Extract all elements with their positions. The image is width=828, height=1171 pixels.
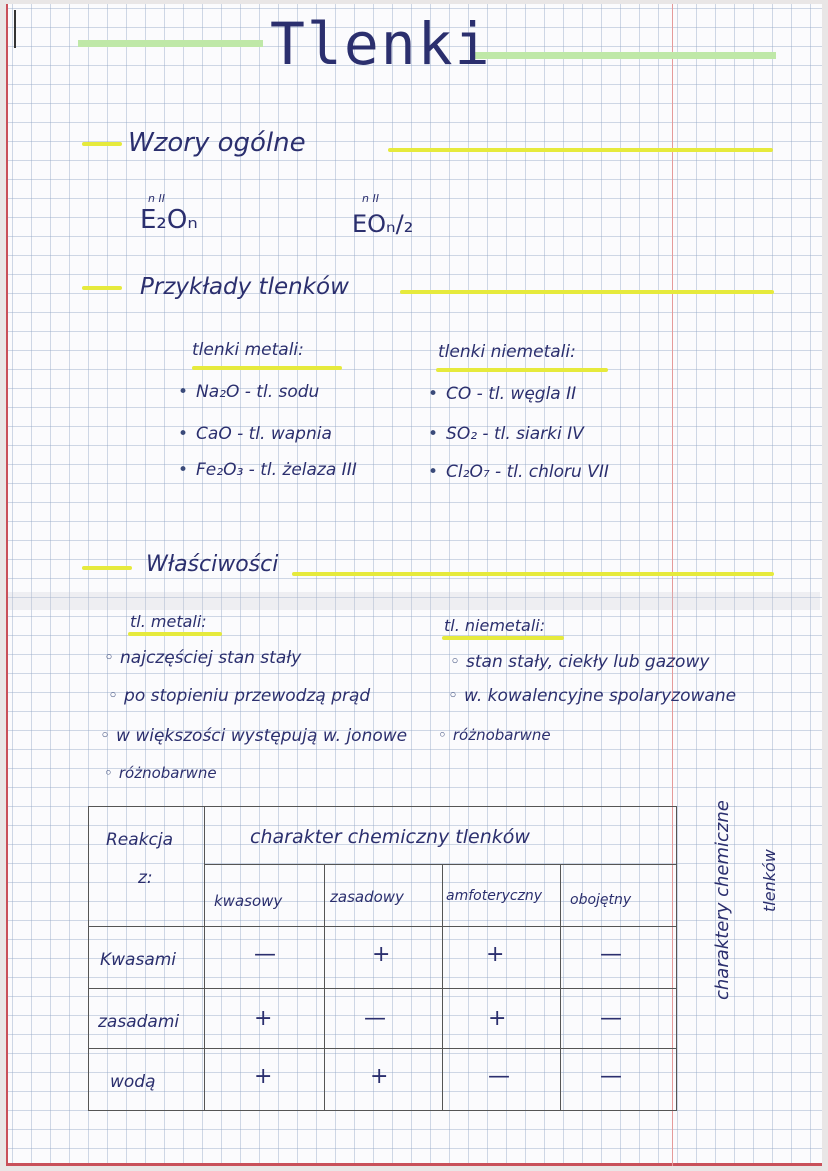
table-border [676, 806, 677, 1111]
general-formula-2: EOₙ/₂ [352, 210, 414, 238]
column-header: amfoteryczny [446, 888, 543, 904]
table-divider [88, 988, 676, 989]
metal-property-item: ◦ w większości występują w. jonowe [100, 726, 407, 746]
nonmetal-oxide-item: • CO - tl. węgla II [428, 384, 576, 404]
nonmetals-properties-header: tl. niemetali: [444, 616, 546, 635]
table-divider [324, 864, 325, 1111]
nonmetal-property-item: ◦ różnobarwne [438, 726, 551, 744]
valence-marks-1: n II [148, 192, 165, 205]
title-underline-left [78, 40, 263, 47]
nonmetals-oxides-header: tlenki niemetali: [438, 342, 576, 362]
table-cell-sign: — [600, 942, 622, 967]
table-divider [204, 806, 205, 1111]
table-cell-sign: + [370, 1064, 389, 1089]
table-cell-sign: — [254, 942, 276, 967]
table-cell-sign: — [600, 1064, 622, 1089]
nonmetal-oxide-item: • SO₂ - tl. siarki IV [428, 424, 584, 444]
heading-highlight [292, 572, 774, 576]
column-header: obojętny [570, 892, 632, 908]
table-divider [560, 864, 561, 1111]
heading-general-formulas: Wzory ogólne [128, 128, 306, 158]
table-divider [442, 864, 443, 1111]
heading-examples: Przykłady tlenków [140, 274, 349, 300]
metal-property-item: ◦ różnobarwne [104, 764, 217, 782]
metal-oxide-item: • Na₂O - tl. sodu [178, 382, 319, 402]
side-note-line1: charaktery chemiczne [712, 800, 733, 1000]
notebook-page [6, 4, 822, 1166]
nonmetal-property-item: ◦ w. kowalencyjne spolaryzowane [448, 686, 736, 706]
row-label: zasadami [98, 1012, 180, 1032]
table-divider [88, 926, 676, 927]
subheader-highlight [442, 636, 564, 640]
table-cell-sign: — [600, 1006, 622, 1031]
table-divider [88, 1048, 676, 1049]
metal-property-item: ◦ najczęściej stan stały [104, 648, 301, 668]
heading-dash [82, 566, 132, 570]
metals-properties-header: tl. metali: [130, 612, 207, 631]
metal-property-item: ◦ po stopieniu przewodzą prąd [108, 686, 370, 706]
table-border [88, 1110, 676, 1111]
table-divider [204, 864, 676, 865]
row-label: wodą [110, 1072, 156, 1092]
heading-properties: Właściwości [146, 552, 279, 577]
heading-dash [82, 142, 122, 146]
table-cell-sign: + [488, 1006, 507, 1031]
table-cell-sign: + [254, 1064, 273, 1089]
nonmetal-oxide-item: • Cl₂O₇ - tl. chloru VII [428, 462, 609, 482]
page-fold-shadow [8, 592, 820, 610]
table-corner-label: Reakcja [106, 830, 174, 850]
valence-marks-2: n II [362, 192, 379, 205]
subheader-highlight [128, 632, 222, 636]
pen-mark [14, 10, 16, 48]
margin-line [672, 4, 673, 1166]
table-cell-sign: — [488, 1064, 510, 1089]
table-group-header: charakter chemiczny tlenków [250, 826, 530, 848]
metals-oxides-header: tlenki metali: [192, 340, 304, 360]
side-note-line2: tlenków [760, 849, 779, 912]
table-corner-label: z: [138, 868, 153, 888]
table-cell-sign: + [254, 1006, 273, 1031]
metal-oxide-item: • Fe₂O₃ - tl. żelaza III [178, 460, 357, 480]
column-header: kwasowy [214, 892, 283, 910]
metal-oxide-item: • CaO - tl. wapnia [178, 424, 332, 444]
nonmetal-property-item: ◦ stan stały, ciekły lub gazowy [450, 652, 709, 672]
title-underline-right [470, 52, 776, 59]
subheader-highlight [436, 368, 608, 372]
heading-highlight [400, 290, 774, 294]
subheader-highlight [192, 366, 342, 370]
column-header: zasadowy [330, 888, 404, 906]
table-border [88, 806, 676, 807]
row-label: Kwasami [100, 950, 177, 970]
table-border [88, 806, 89, 1111]
heading-dash [82, 286, 122, 290]
table-cell-sign: — [364, 1006, 386, 1031]
page-title: Tlenki [270, 10, 492, 78]
heading-highlight [388, 148, 773, 152]
table-cell-sign: + [486, 942, 505, 967]
table-cell-sign: + [372, 942, 391, 967]
general-formula-1: E₂Oₙ [140, 205, 198, 235]
